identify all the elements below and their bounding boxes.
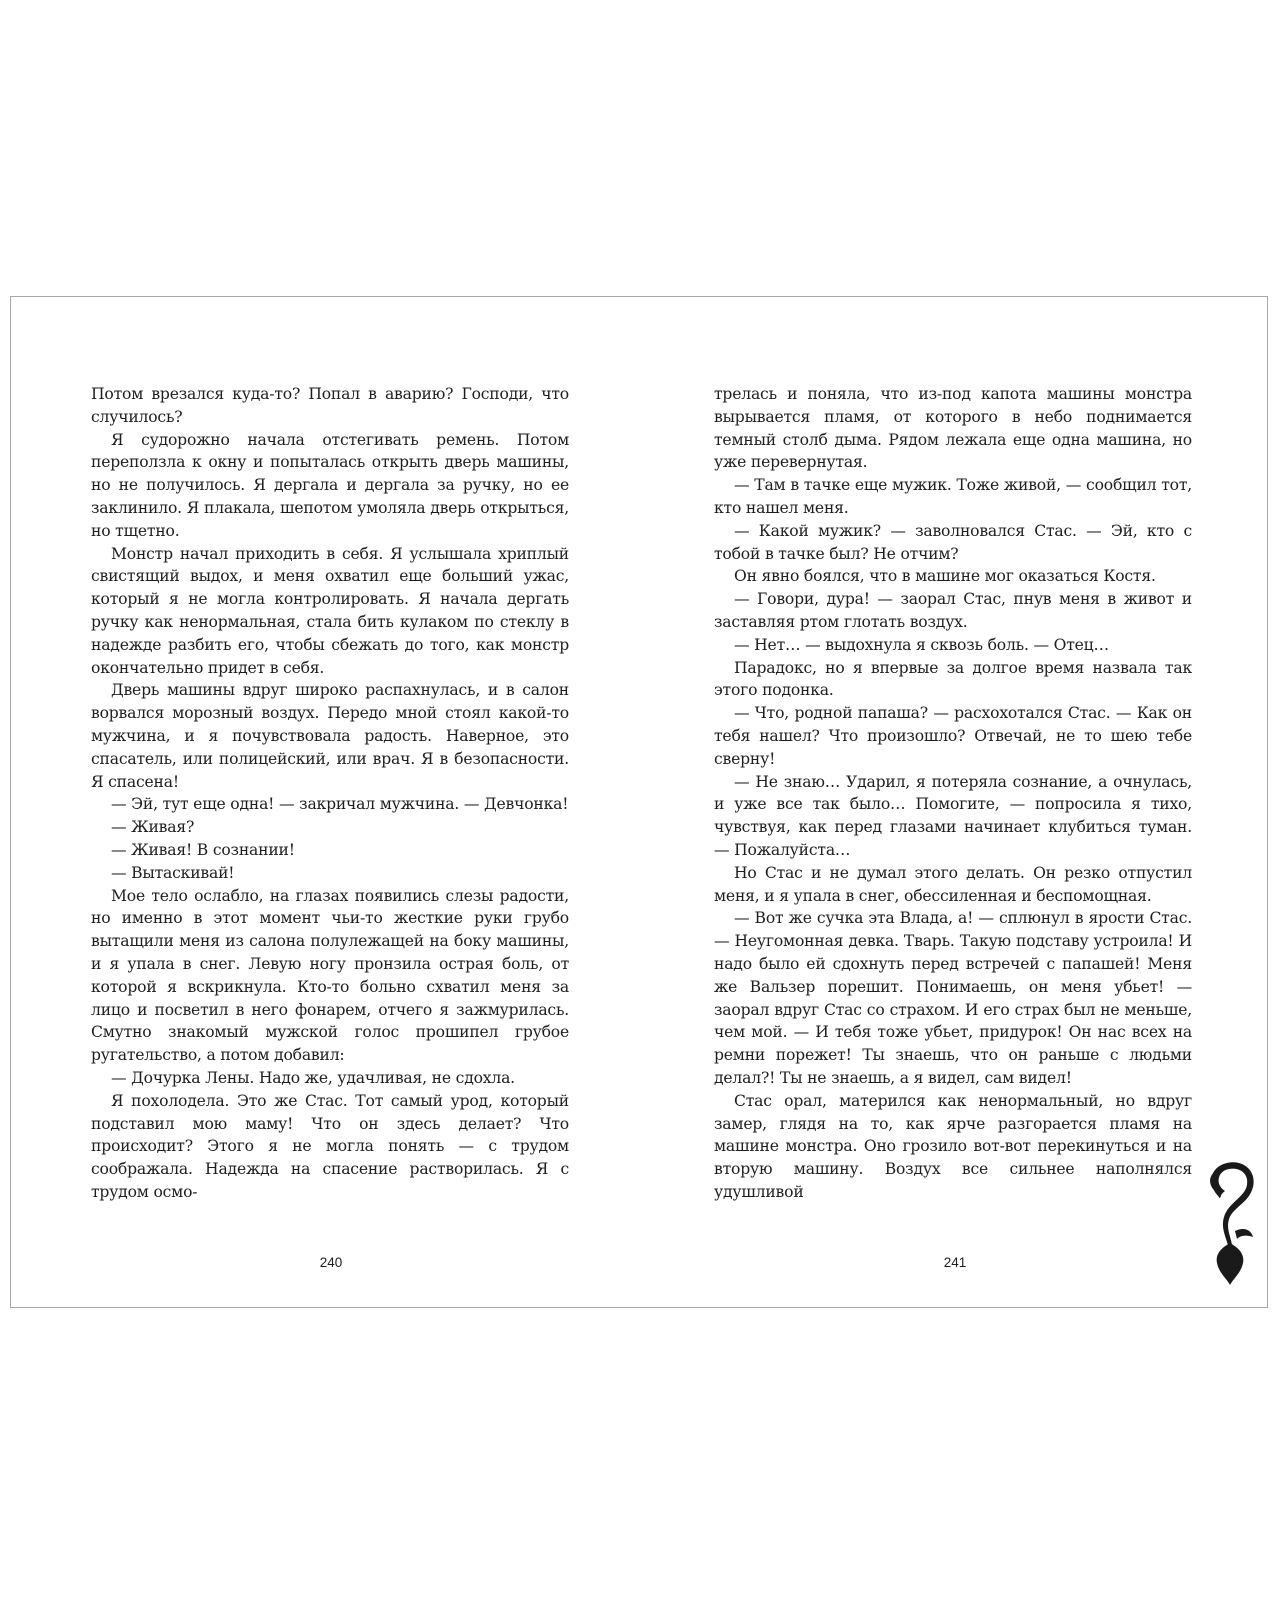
paragraph: Я судорожно начала отстегивать ремень. Потом переползла к окну и попыталась открыть дверь машины, но не получилось. Я дергала и дергала за ручку, но ее заклинило. Я плакала, шепотом умоляла дверь открыться, но тщетно. — [91, 430, 569, 540]
left-page-text — [91, 383, 569, 1204]
paragraph: — Вот же сучка эта Влада, а! — сплюнул в ярости Стас. — Неугомонная девка. Тварь. Такую подставу устроила! И надо было ей сдохнуть перед встречей с папашей! Меня же Вальзер порешит. Понимаешь, он меня убьет! — заорал вдруг Стас со страхом. И его страх был не меньше, чем мой. — И тебя тоже убьет, придурок! Он нас всех на ремни порежет! Ты знаешь, что он раньше с людьми делал?! Ты не знаешь, а я видел, сам видел! — [714, 909, 1192, 1087]
paragraph: Но Стас и не думал этого делать. Он резко отпустил меня, и я упала в снег, обессиленная и беспомощная. — [714, 863, 1192, 905]
paragraph: Монстр начал приходить в себя. Я услышала хриплый свистящий выдох, и меня охватил еще больший ужас, который я не могла контролировать. Я начала дергать ручку как ненормальная, стала бить кулаком по стеклу в надежде разбить его, чтобы сбежать до того, как монстр окончательно придет в себя. — [91, 544, 569, 677]
paragraph: — Дочурка Лены. Надо же, удачливая, не сдохла. — [111, 1068, 515, 1087]
paragraph: Парадокс, но я впервые за долгое время назвала так этого подонка. — [714, 658, 1192, 700]
paragraph: — Какой мужик? — заволновался Стас. — Эй, кто с тобой в тачке был? Не отчим? — [714, 521, 1192, 563]
paragraph: — Живая? — [111, 818, 195, 837]
paragraph: — Эй, тут еще одна! — закричал мужчина. — Девчонка! — [111, 795, 569, 814]
paragraph: — Вытаскивай! — [111, 863, 235, 882]
book-spread — [10, 296, 1268, 1308]
page-number-left: 240 — [319, 1255, 343, 1270]
question-mark-flourish-icon — [1199, 1157, 1261, 1287]
paragraph: Мое тело ослабло, на глазах появились слезы радости, но именно в этот момент чьи-то жесткие руки грубо вытащили меня из салона полулежащей на боку машины, и я упала в снег. Левую ногу пронзила острая боль, от которой я вскрикнула. Кто-то больно схватил меня за лицо и посветил в него фонарем, отчего я зажмурилась. Смутно знакомый мужской голос прошипел грубое ругательство, а потом добавил: — [91, 886, 569, 1065]
paragraph: — Не знаю… Ударил, я потеряла сознание, а очнулась, и уже все так было… Помогите, — попросила я тихо, чувствуя, как перед глазами начинает клубиться туман. — Пожалуйста… — [714, 772, 1192, 859]
paragraph: — Говори, дура! — заорал Стас, пнув меня в живот и заставляя ртом глотать воздух. — [714, 590, 1192, 631]
paragraph: — Что, родной папаша? — расхохотался Стас. — Как он тебя нашел? Что произошло? Отвечай, не то шею тебе сверну! — [714, 704, 1192, 768]
paragraph: — Там в тачке еще мужик. Тоже живой, — сообщил тот, кто нашел меня. — [714, 476, 1192, 517]
paragraph: Дверь машины вдруг широко распахнулась, и в салон ворвался морозный воздух. Передо мной стоял какой-то мужчина, и я почувствовала радость. Наверное, это спасатель, или полицейский, или врач. Я в безопасности. Я спасена! — [91, 681, 569, 791]
paragraph: трелась и поняла, что из-под капота машины монстра вырывается пламя, от которого в небо поднимается темный столб дыма. Рядом лежала еще одна машина, но уже перевернутая. — [714, 385, 1192, 472]
paragraph: — Нет… — выдохнула я сквозь боль. — Отец… — [734, 635, 1109, 654]
paragraph: — Живая! В сознании! — [111, 840, 295, 859]
paragraph: Потом врезался куда-то? Попал в аварию? Господи, что случилось? — [91, 385, 569, 426]
paragraph: Я похолодела. Это же Стас. Тот самый урод, который подставил мою маму! Что он здесь делает? Что происходит? Этого я не могла понять — с трудом соображала. Надежда на спасение растворилась. Я с трудом осмо- — [91, 1091, 569, 1201]
page-number-right: 241 — [943, 1255, 967, 1270]
paragraph: Стас орал, матерился как ненормальный, но вдруг замер, глядя на то, как ярче разгорается пламя на машине монстра. Оно грозило вот-вот перекинуться и на вторую машину. Воздух все сильнее наполнялся удушливой — [714, 1091, 1192, 1201]
paragraph: Он явно боялся, что в машине мог оказаться Костя. — [734, 567, 1156, 586]
right-page-text — [714, 383, 1192, 1204]
